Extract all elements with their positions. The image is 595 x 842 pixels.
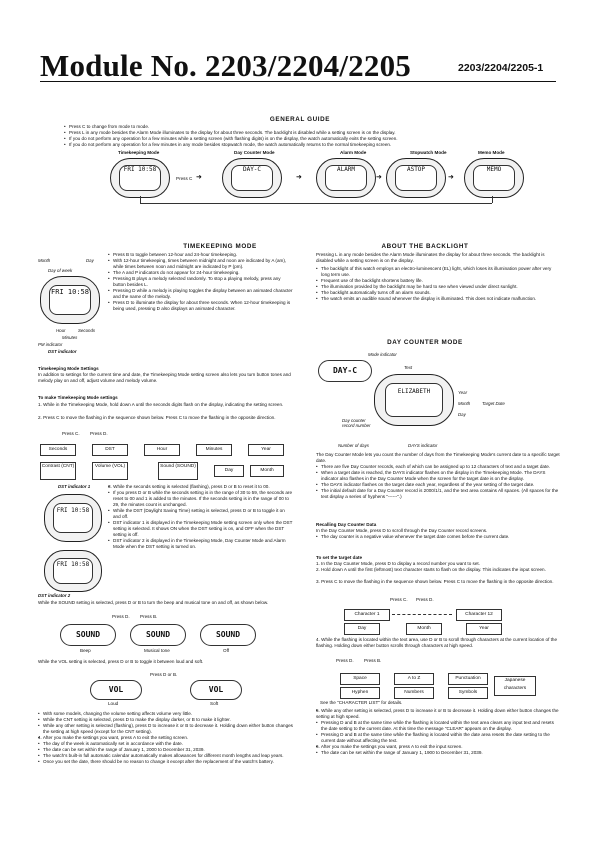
char-press-d: Press D. (336, 658, 354, 663)
char-space: Space (340, 673, 380, 685)
watch-stopwatch (386, 158, 446, 198)
set-step-2: 2. Hold down A until the first (leftmost) text character starts to flash on the display. This indicates the input screen. (316, 567, 546, 572)
label-pm-indicator: PM indicator (38, 342, 63, 347)
mode-label-stopwatch: Stopwatch Mode (410, 150, 447, 155)
dc-seq-char1: Character 1 (344, 609, 390, 621)
dc-seq-press-c: Press C. (390, 597, 408, 602)
seq-contrast: Contrast (CNT) (40, 462, 76, 480)
bullet: • While the CNT setting is selected, press D to make the display darker, or B to make it lighter. (38, 717, 294, 723)
bullet: • The watch emits an audible sound whenever the display is illuminated. This does not indicate malfunction. (316, 296, 560, 302)
bullet: • When a target date is reached, the DAYS indicator flashes on the display in the Timekeeping Mode. The DAYS indicator also flashes in the Day Counter Mode when the screen for the target date is on the display. (316, 470, 560, 482)
bullet: • With some models, changing the volume setting affects volume very little. (38, 711, 294, 717)
seq-volume: Volume (VOL) (92, 462, 128, 480)
timekeeping-heading: TIMEKEEPING MODE (183, 243, 257, 250)
lcd-dst-setting: FRI 10:58 (53, 503, 93, 533)
watch-timekeeping-detail (40, 276, 100, 324)
seq-day: Day (214, 465, 244, 477)
dc-seq-month: Month (406, 623, 442, 635)
lcd-timekeeping-detail: FRI 10:58 (49, 285, 91, 315)
seq-press-c: Press C. (62, 431, 80, 436)
sound-text: While the SOUND setting is selected, press D or B to turn the beep and musical tone on and off, as shown below. (38, 600, 269, 605)
label-day-of-week: Day of week (48, 268, 73, 273)
lcd-day-counter: DAY-C (231, 165, 273, 191)
bullet: • While the DST (Daylight Saving Time) setting is selected, press D or B to toggle it on and off. (108, 508, 293, 520)
bullet: • With 12-hour timekeeping, times between midnight and noon are indicated by A (am), while times between noon and midnight are indicated by P (pm). (108, 258, 293, 270)
seq-press-d: Press D. (90, 431, 108, 436)
timekeeping-bullets (108, 252, 293, 312)
char-punctuation: Punctuation (448, 673, 488, 685)
label-year: Year (458, 390, 468, 395)
label-text: Text (404, 365, 413, 370)
day-counter-intro: The Day Counter Mode lets you count the number of days from the Timekeeping Mode's current date to a specific target date. (316, 452, 560, 463)
bullet: • If you do not perform any operation for a few minutes in any mode besides stopwatch mode, the watch automatically returns to the normal timekeeping screen. (64, 142, 554, 148)
label-dst-indicator: DST indicator (48, 349, 77, 354)
recall-note (316, 534, 560, 540)
char-hyphen: Hyphen (340, 687, 380, 699)
bullet: • Press C to change from mode to mode. (64, 124, 554, 130)
lcd-day-c: DAY-C (318, 360, 372, 382)
general-guide-heading: GENERAL GUIDE (269, 116, 331, 123)
label-seconds: Seconds (78, 328, 96, 333)
watch-memo (464, 158, 524, 198)
seq-month: Month (250, 465, 284, 477)
bullet: • There are five Day Counter records, each of which can be assigned up to 12 characters of text and a target date. (316, 464, 560, 470)
bullet: • The watch's built-in full automatic calendar automatically makes allowances for different month lengths and leap years. (38, 753, 294, 759)
backlight-bullets (316, 266, 560, 302)
backlight-intro: Pressing L in any mode besides the Alarm Mode illuminates the display for about three seconds. The backlight is disabled while a setting screen is on the display. (316, 252, 545, 263)
watch-day-counter (222, 158, 282, 198)
to-make-title: To make Timekeeping Mode settings (38, 395, 118, 400)
bullet: • Pressing D and B at the same time while the flashing is located within the date area resets the date setting to the current date without affecting the text. (316, 732, 560, 744)
lcd-stopwatch: ASTOP (395, 165, 437, 191)
step-2: 2. Press C to move the flashing in the sequence shown below. Press C to move the flashing in the opposite direction. (38, 415, 276, 420)
mode-label-timekeeping: Timekeeping Mode (118, 150, 160, 155)
watch-dst-indicator (44, 550, 102, 592)
seq-hour: Hour (144, 444, 180, 456)
mode-label-day-counter: Day Counter Mode (234, 150, 275, 155)
mode-loop-line (140, 203, 492, 204)
bullet: • The backlight of this watch employs an electro-luminescent (EL) light, which loses its illumination power after very long term use. (316, 266, 560, 278)
recall-text: In the Day Counter Mode, press D to scroll through the Day Counter record screens. (316, 528, 488, 533)
set-step-3: 3. Press C to move the flashing in the sequence shown below. Press C to move the flashing in the opposite direction. (316, 579, 554, 584)
dc-seq-dots (392, 614, 452, 615)
vol-text: While the VOL setting is selected, press D or B to toggle it between loud and soft. (38, 659, 204, 664)
seq-dst: DST (92, 444, 128, 456)
sound-label-beep: Beep (80, 648, 91, 653)
bullet: • The date can be set within the range of January 1, 1900 to December 31, 2039. (316, 750, 560, 756)
bullet: • The initial default date for a Day Counter record is 2000/1/1, and the text area contains All spaces. (All spaces for the text display a series of hyphens "------".) (316, 488, 560, 500)
char-note: See the "CHARACTER LIST" for details. (320, 700, 403, 705)
bullet: • Pressing D while a melody is playing toggles the display between an animated character and the name of the melody. (108, 288, 293, 300)
module-subtitle: 2203/2204/2205-1 (458, 62, 544, 74)
bullet: • If you press D or B while the seconds setting is in the range of 30 to 59, the seconds are reset to 00 and 1 is added to the minutes. If the seconds setting is in the range of 00 to 29, the minutes count is unchanged. (108, 490, 293, 508)
backlight-heading: ABOUT THE BACKLIGHT (381, 243, 469, 250)
label-minutes: Minutes (62, 335, 78, 340)
watch-timekeeping (110, 158, 170, 198)
bullet: • The DAYS indicator flashes on the target date each year, regardless of the year setting of the target date. (316, 482, 560, 488)
lcd-dst-indicator: FRI 10:58 (53, 558, 93, 584)
general-guide-bullets (64, 124, 554, 148)
watch-alarm (316, 158, 376, 198)
bullet: • The day counter is a negative value whenever the target date comes before the current date. (316, 534, 560, 540)
seq-minutes: Minutes (196, 444, 232, 456)
recall-title: Recalling Day Counter Data (316, 522, 377, 527)
label-month-dc: Month (458, 401, 471, 406)
bullet: • While any other setting is selected (flashing), press D to increase it or B to decrease it. Holding down either button changes the setting at high speed (except for the CNT setting). (38, 723, 294, 735)
dc-tail (316, 708, 560, 756)
lcd-memo: MEMO (473, 165, 515, 191)
lcd-sound-musical: SOUND (130, 624, 186, 646)
label-days-indicator: DAYS indicator (408, 443, 438, 448)
seq-year: Year (248, 444, 284, 456)
seq-seconds: Seconds (40, 444, 76, 456)
lcd-sound-beep: SOUND (60, 624, 116, 646)
dst1-label: DST indicator 1 (58, 484, 91, 489)
step-5: • 5. While any other setting is selected, press D to increase it or B to decrease it. Holding down either button changes the setting at high speed. (316, 708, 560, 720)
bullet: • Press B to toggle between 12-hour and 24-hour timekeeping. (108, 252, 293, 258)
bullet: • The illumination provided by the backlight may be hard to see when viewed under direct sunlight. (316, 284, 560, 290)
mode-loop-left (140, 196, 141, 203)
bullet: • Frequent use of the backlight shortens battery life. (316, 278, 560, 284)
step-4: • 4. After you make the settings you want, press A to exit the setting screen. (38, 735, 294, 741)
step3-bullets (108, 484, 293, 550)
char-a-to-z: A to Z (394, 673, 434, 685)
label-month: Month (38, 258, 51, 263)
label-number-of-days: Number of days (338, 443, 369, 448)
lcd-sound-off: SOUND (200, 624, 256, 646)
lcd-vol-soft: VOL (190, 680, 242, 700)
lcd-alarm: ALARM (325, 165, 367, 191)
bullet: • DST indicator 1 is displayed in the Timekeeping Mode setting screen only when the DST setting is selected. It shows ON when the DST setting is on, and OFF when the DST setting is off. (108, 520, 293, 538)
vol-label-loud: Loud (108, 701, 119, 706)
bullet: • Pressing D and B at the same time while the flashing is located within the text area clears any input text and resets the date setting to the current date. At this time the message "CLEAR" appears on the display. (316, 720, 560, 732)
label-mode-indicator: Mode indicator (368, 352, 397, 357)
set-target-title: To set the target date (316, 555, 363, 560)
label-day-dc: Day (458, 412, 466, 417)
char-press-b: Press B. (364, 658, 382, 663)
dc-step-4: 4. While the flashing is located within the text area, use D or B to scroll through characters at the current location of the flashing. Holding down either button scrolls through characters at high speed. (316, 637, 558, 648)
arrow-right-icon: ➜ (196, 174, 202, 181)
header-rule (40, 81, 556, 82)
bullet: • Pressing B plays a melody selected randomly. To stop a playing melody, press any button besides L. (108, 276, 293, 288)
sound-press-b: Press B. (140, 614, 158, 619)
bullet: • DST indicator 2 is displayed in the Timekeeping Mode, Day Counter Mode and Alarm Mode when the DST setting is turned on. (108, 538, 293, 550)
step3-line: • 3. While the seconds setting is selected (flashing), press D or B to reset it to 00. (108, 484, 293, 490)
bullet: • Once you set the date, there should be no reason to change it except after the replacement of the watch's battery. (38, 759, 294, 765)
bullet: • The backlight automatically turns off an alarm sounds. (316, 290, 560, 296)
dc-seq-day: Day (344, 623, 380, 635)
label-record-number: Day counter record number (342, 418, 371, 428)
bullet: • The date can be set within the range of January 1, 2000 to December 31, 2039. (38, 747, 294, 753)
label-target-date: Target Date (482, 401, 505, 406)
dc-seq-year: Year (466, 623, 502, 635)
settings-intro: In addition to settings for the current time and date, the Timekeeping Mode setting screen also lets you turn button tones and melody play on and off, adjust volume and melody volume. (38, 372, 291, 383)
label-hour: Hour (56, 328, 66, 333)
watch-dst-setting (44, 494, 102, 542)
press-c-label: Press C (176, 176, 193, 181)
page-title: Module No. 2203/2204/2205 (40, 48, 411, 83)
mode-label-memo: Memo Mode (478, 150, 505, 155)
step-1: 1. While in the Timekeeping Mode, hold down A until the seconds digits flash on the display, indicating the setting screen. (38, 402, 284, 407)
bullet: • If you do not perform any operation for a few minutes while a setting screen (with flashing digits) is on the display, the watch automatically exits the setting screen. (64, 136, 554, 142)
bullet: • The A and P indicators do not appear for 24-hour timekeeping. (108, 270, 293, 276)
lcd-day-counter-detail: ELIZABETH (385, 383, 443, 417)
char-numbers: Numbers (394, 687, 434, 699)
mode-loop-right (492, 196, 493, 203)
mode-label-alarm: Alarm Mode (340, 150, 367, 155)
bullet: • The day of the week is automatically set in accordance with the date. (38, 741, 294, 747)
label-day: Day (86, 258, 94, 263)
dst2-label: DST indicator 2 (38, 593, 71, 598)
arrow-right-icon: ➜ (296, 174, 302, 181)
seq-sound: Sound (SOUND) (158, 462, 198, 480)
lcd-timekeeping: FRI 10:58 (119, 165, 161, 191)
char-japanese: Japanese characters (494, 676, 536, 696)
dc-seq-press-d: Press D. (416, 597, 434, 602)
arrow-right-icon: ➜ (448, 174, 454, 181)
sound-label-off: Off (223, 648, 230, 653)
vol-label-soft: Soft (210, 701, 219, 706)
vol-press: Press D or B. (150, 672, 178, 677)
watch-day-counter-detail (374, 374, 454, 426)
timekeeping-notes (38, 711, 294, 765)
char-symbols: Symbols (448, 687, 488, 699)
dc-seq-char12: Character 12 (456, 609, 502, 621)
day-counter-bullets (316, 464, 560, 500)
settings-title: Timekeeping Mode Settings (38, 366, 99, 371)
set-step-1: 1. In the Day Counter Mode, press D to display a record number you want to set. (316, 561, 480, 566)
step-6: • 6. After you make the settings you want, press A to exit the input screen. (316, 744, 560, 750)
bullet: • Press L in any mode besides the Alarm Mode illuminates to the display for about three seconds. The backlight is disabled while a setting screen is on the display. (64, 130, 554, 136)
arrow-right-icon: ➜ (376, 174, 382, 181)
day-counter-heading: DAY COUNTER MODE (387, 339, 463, 346)
sound-press-d: Press D. (112, 614, 130, 619)
lcd-vol-loud: VOL (90, 680, 142, 700)
sound-label-musical: Musical tone (144, 648, 170, 653)
bullet: • Press D to illuminate the display for about three seconds. When 12-hour timekeeping is being used, pressing D also displays an animated character. (108, 300, 293, 312)
